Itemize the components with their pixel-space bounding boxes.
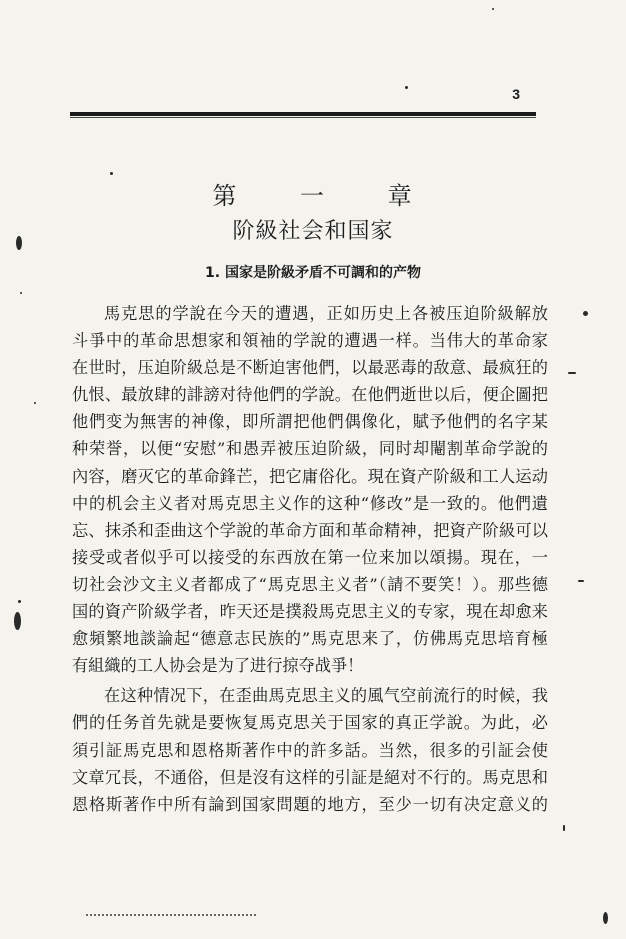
text-line: 国的資产阶級学者，昨天还是撲殺馬克思主义的专家，現在却愈来 (72, 602, 548, 622)
scan-speck (568, 372, 576, 374)
paragraph-1 (72, 300, 548, 679)
scan-speck (34, 402, 36, 404)
scan-speck (583, 311, 588, 316)
scan-speck (563, 825, 565, 831)
text-line: 中的机会主义者对馬克思主义作的这种“修改”是一致的。他們遺 (72, 493, 548, 513)
scan-speck (16, 236, 22, 250)
chapter-title: 阶級社会和国家 (232, 219, 394, 244)
text-line: 忘、抹杀和歪曲这个学說的革命方面和革命精神，把資产阶級可以 (72, 520, 548, 540)
page-number: 3 (512, 86, 520, 102)
text-line: 們的任务首先就是要恢复馬克思关于国家的真正学說。为此，必 (72, 713, 548, 733)
scan-bottom-marks (86, 914, 256, 918)
scan-speck (20, 292, 22, 294)
text-line: 恩格斯著作中所有論到国家問題的地方，至少一切有决定意义的 (72, 794, 548, 814)
text-line: 种荣誉，以便“安慰”和愚弄被压迫阶級，同时却閹割革命学說的 (72, 439, 548, 459)
text-line: 須引証馬克思和恩格斯著作中的許多話。当然，很多的引証会使 (72, 740, 548, 760)
text-line: 馬克思的学說在今天的遭遇，正如历史上各被压迫阶級解放 (104, 304, 548, 323)
header-rule (70, 112, 536, 116)
text-line: 仇恨、最放肆的誹謗对待他們的学說。在他們逝世以后，便企圖把 (72, 385, 548, 405)
scan-speck (110, 172, 113, 175)
paragraph-2 (72, 682, 548, 817)
scan-speck (405, 86, 408, 89)
text-line: 在世时，压迫阶級总是不断迫害他們，以最恶毒的敌意、最疯狂的 (72, 358, 548, 378)
chapter-number: 第 一 章 (212, 182, 440, 210)
scan-speck (492, 8, 494, 10)
scan-speck (603, 912, 608, 924)
text-line: 文章冗長，不通俗，但是沒有这样的引証是絕对不行的。馬克思和 (72, 767, 548, 787)
scan-speck (14, 612, 21, 630)
text-line: 愈頻繁地談論起“德意志民族的”馬克思来了，仿佛馬克思培育極 (72, 629, 548, 649)
text-line: 他們变为無害的神像，即所謂把他們偶像化，賦予他們的名字某 (72, 412, 548, 432)
text-line: 切社会沙文主义者都成了“馬克思主义者”（請不要笑！）。那些德 (72, 574, 548, 594)
scan-speck (18, 600, 21, 603)
text-line: 內容，磨灭它的革命鋒芒，把它庸俗化。現在資产阶級和工人运动 (72, 466, 548, 486)
text-line: 在这种情况下，在歪曲馬克思主义的風气空前流行的时候，我 (104, 686, 548, 706)
header-rule-thin (70, 117, 536, 118)
body-text (72, 300, 548, 818)
section-heading: 1. 国家是阶級矛盾不可調和的产物 (205, 265, 421, 281)
scan-speck (578, 580, 584, 582)
text-line: 有組織的工人协会是为了进行掠夺战爭！ (72, 656, 364, 676)
text-line: 斗爭中的革命思想家和領袖的学說的遭遇一样。当伟大的革命家 (72, 331, 548, 351)
text-line: 接受或者似乎可以接受的东西放在第一位来加以頌揚。現在，一 (72, 547, 548, 567)
